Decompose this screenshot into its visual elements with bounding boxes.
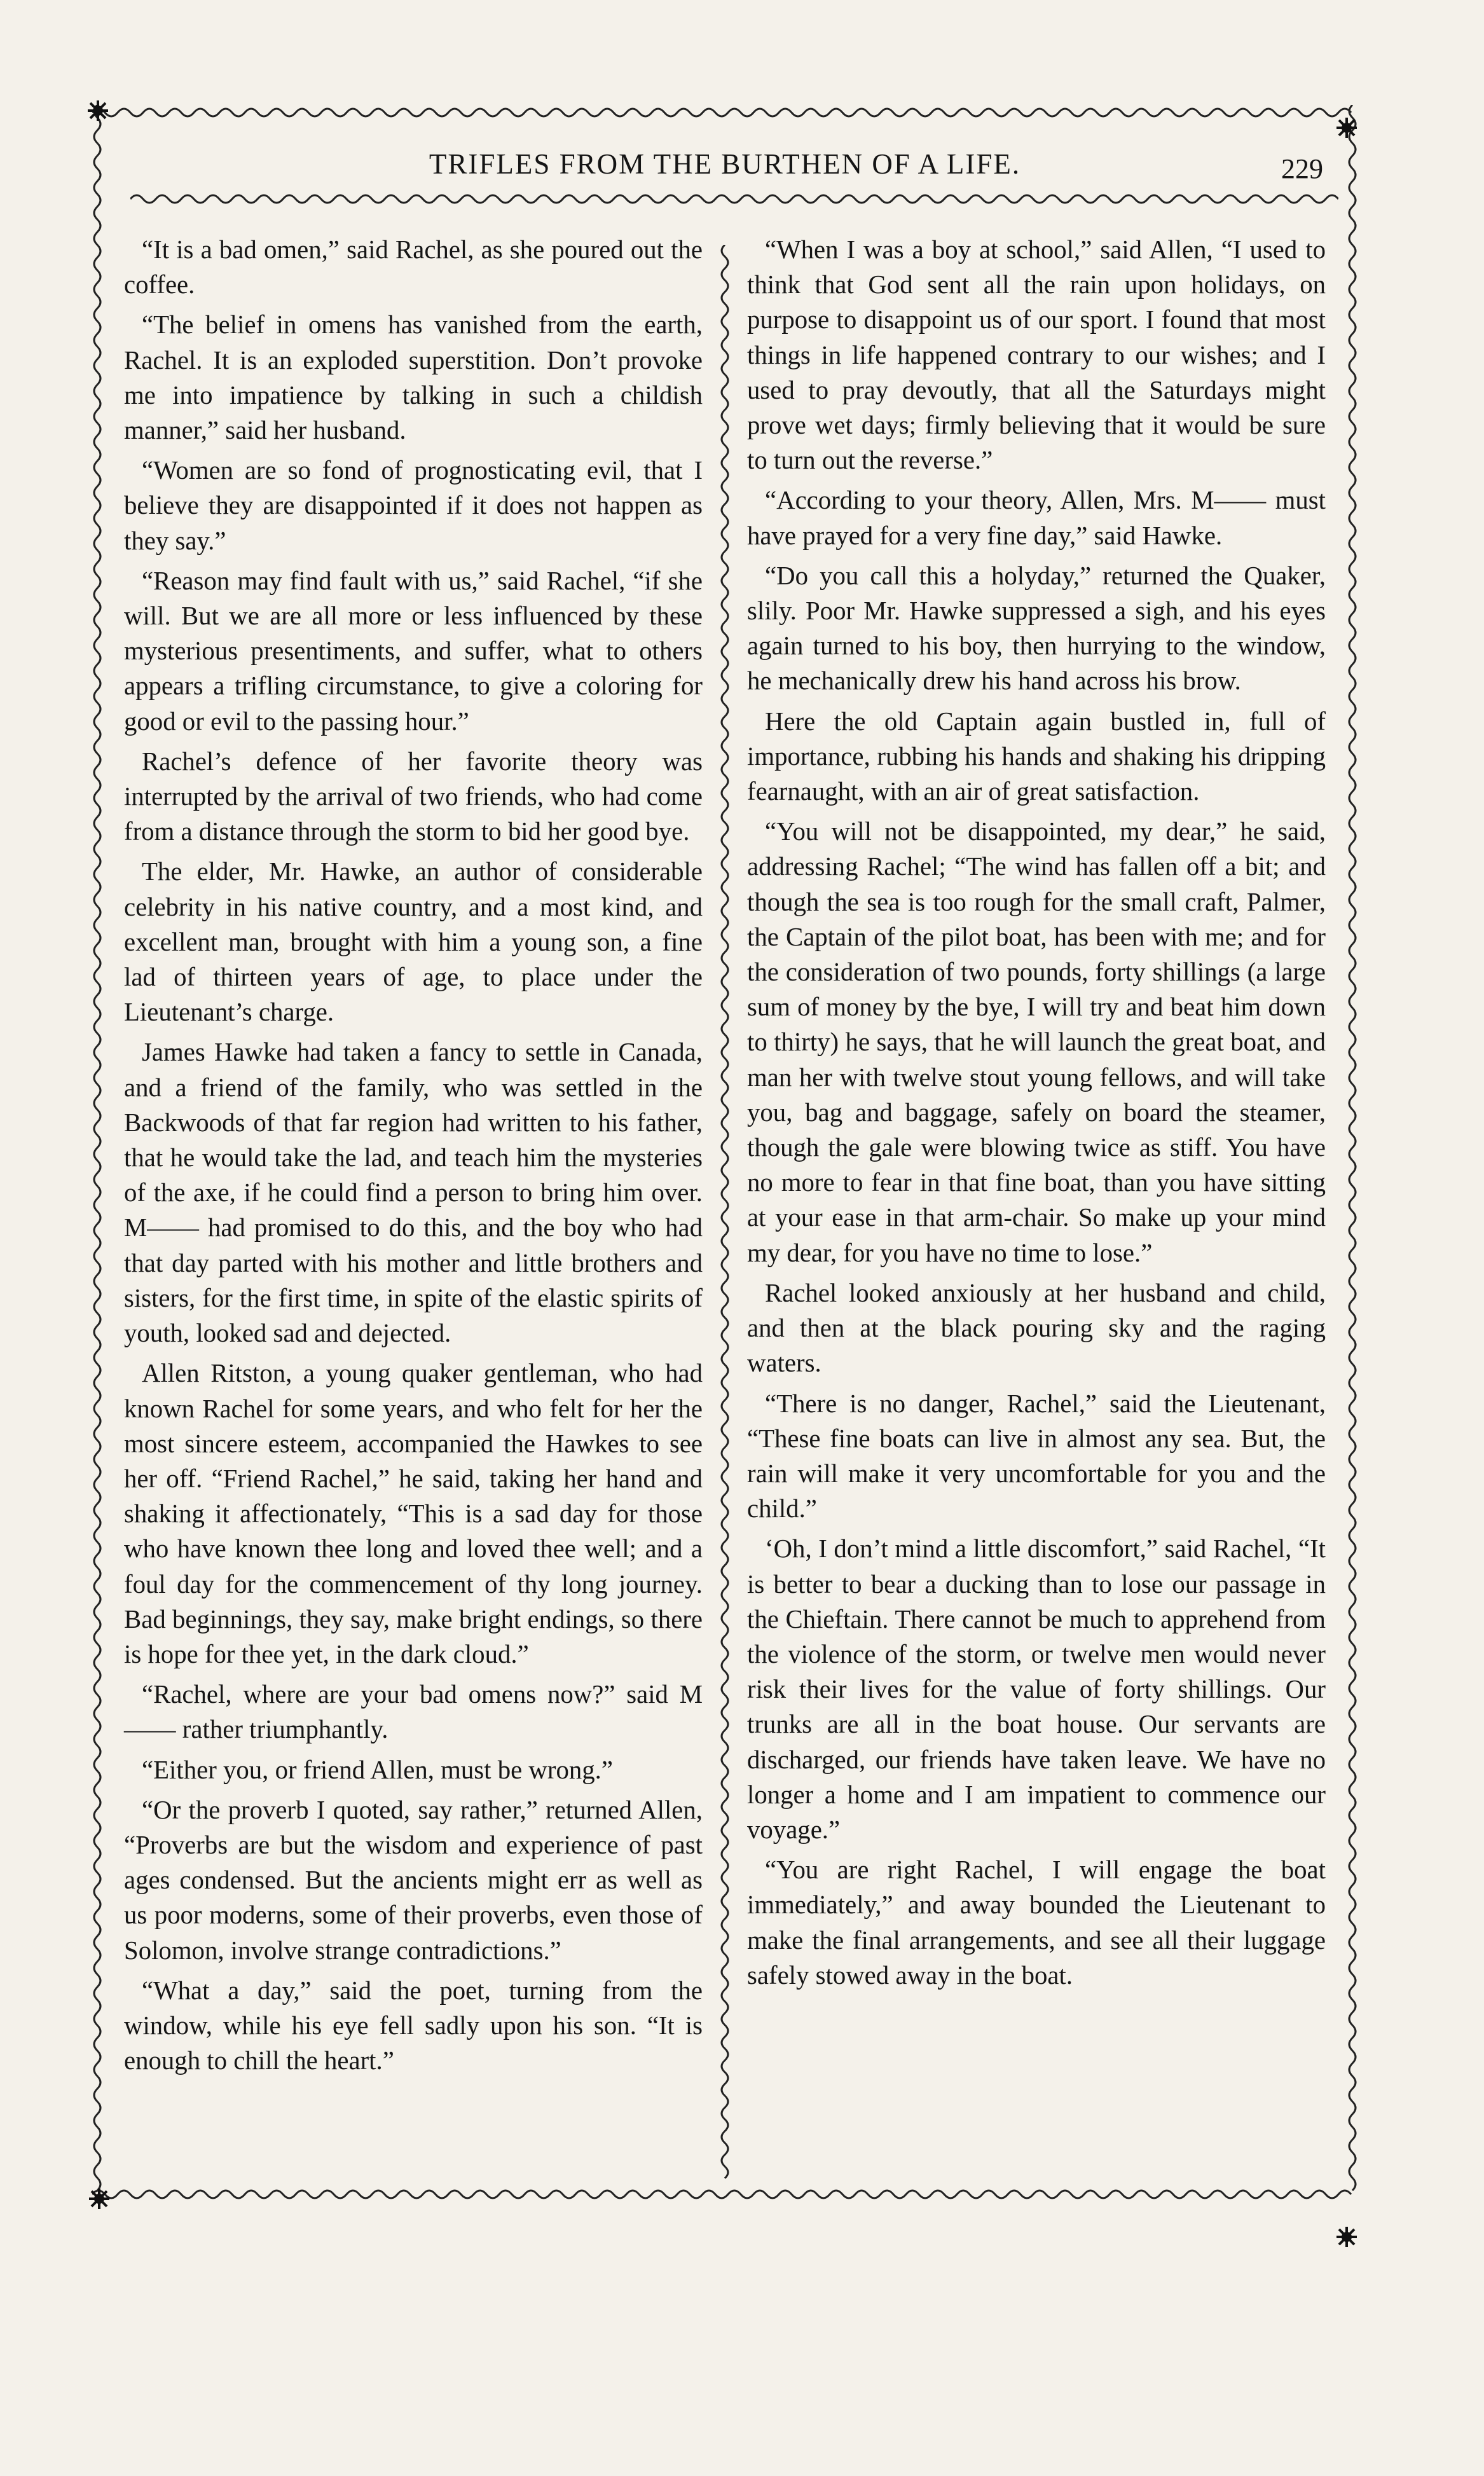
paragraph: “Reason may find fault with us,” said Rachel, “if she will. But we are all more or less influenced by these mysterious presentiments, and suffer, what to others appears a trifling circumstance, to give a coloring for good or evil to the passing hour.” xyxy=(124,566,703,736)
paragraph: “When I was a boy at school,” said Allen, “I used to think that God sent all the rain upon holidays, on purpose to disappoint us of our sport. I found that most things in life happened contrary to our wishes; and I used to pray devoutly, that all the Saturdays might prove wet days; firmly believing that it would be sure to turn out the reverse.” xyxy=(747,235,1326,475)
page-number: 229 xyxy=(1281,153,1323,184)
paragraph: “The belief in omens has vanished from the earth, Rachel. It is an exploded superstition. Don’t provoke me into impatience by talking in such a childish manner,” said her husband. xyxy=(124,310,703,445)
paragraph: “Women are so fond of prognosticating evil, that I believe they are disappointed if it does not happen as they say.” xyxy=(124,456,703,555)
header-wavy-rule xyxy=(130,188,1338,210)
paragraph: ‘Oh, I don’t mind a little discomfort,” said Rachel, “It is better to bear a ducking than to lose our passage in the Chieftain. There cannot be much to apprehend from the violence of the storm, or twelve men would never risk their lives for the value of forty shillings. Our trunks are all in the boat house. Our servants are discharged, our friends have taken leave. We have no longer a home and I am impatient to commence our voyage.” xyxy=(747,1534,1326,1844)
right-text-column xyxy=(747,232,1326,1993)
paragraph: “Rachel, where are your bad omens now?” said M—— rather triumphantly. xyxy=(124,1680,703,1744)
paragraph: “It is a bad omen,” said Rachel, as she poured out the coffee. xyxy=(124,235,703,299)
running-title: TRIFLES FROM THE BURTHEN OF A LIFE. xyxy=(429,148,1021,180)
column-divider-wavy-rule xyxy=(715,245,734,2184)
paragraph: The elder, Mr. Hawke, an author of considerable celebrity in his native country, and a most kind, and excellent man, brought with him a young son, a fine lad of thirteen years of age, to place under the Lieutenant’s charge. xyxy=(124,857,703,1027)
left-wavy-border xyxy=(88,105,107,2197)
top-wavy-border xyxy=(92,102,1357,123)
paragraph: “Or the proverb I quoted, say rather,” returned Allen, “Proverbs are but the wisdom and experience of past ages condensed. But the ancients might err as well as us poor moderns, some of their proverbs, even those of Solomon, involve strange contradictions.” xyxy=(124,1795,703,1965)
paragraph: Rachel’s defence of her favorite theory was interrupted by the arrival of two friends, who had come from a distance through the storm to bid her good bye. xyxy=(124,746,703,846)
paragraph: “You will not be disappointed, my dear,” he said, addressing Rachel; “The wind has fallen off a bit; and though the sea is too rough for the small craft, Palmer, the Captain of the pilot boat, has been with me; and for the consideration of two pounds, forty shillings (a large sum of money by the bye, I will try and beat him down to thirty) he says, that he will launch the great boat, and man her with twelve stout young fellows, and will take you, bag and baggage, safely on board the steamer, though the gale were blowing twice as stiff. You have no more to fear in that fine boat, than you have sitting at your ease in that arm-chair. So make up your mind my dear, for you have no time to lose.” xyxy=(747,817,1326,1267)
corner-ornament-icon xyxy=(86,99,109,122)
paragraph: “What a day,” said the poet, turning from the window, while his eye fell sadly upon his son. “It is enough to chill the heart.” xyxy=(124,1976,703,2075)
bottom-wavy-border xyxy=(92,2184,1357,2205)
paragraph: Rachel looked anxiously at her husband and child, and then at the black pouring sky and the raging waters. xyxy=(747,1278,1326,1378)
paragraph: “You are right Rachel, I will engage the boat immediately,” and away bounded the Lieutenant to make the final arrangements, and see all their luggage safely stowed away in the boat. xyxy=(747,1855,1326,1990)
corner-ornament-icon xyxy=(88,2187,111,2210)
paragraph: “According to your theory, Allen, Mrs. M—— must have prayed for a very fine day,” said Hawke. xyxy=(747,486,1326,550)
paragraph: “There is no danger, Rachel,” said the Lieutenant, “These fine boats can live in almost any sea. But, the rain will make it very uncomfortable for you and the child.” xyxy=(747,1389,1326,1523)
paragraph: Allen Ritston, a young quaker gentleman, who had known Rachel for some years, and who felt for her the most sincere esteem, accompanied the Hawkes to see her off. “Friend Rachel,” he said, taking her hand and shaking it affectionately, “This is a sad day for those who have known thee long and loved thee well; and a foul day for the commencement of thy long journey. Bad beginnings, they say, make bright endings, so there is hope for thee yet, in the dark cloud.” xyxy=(124,1359,703,1668)
corner-ornament-icon xyxy=(1335,2225,1358,2248)
paragraph: “Do you call this a holyday,” returned the Quaker, slily. Poor Mr. Hawke suppressed a sigh, and his eyes again turned to his boy, then hurrying to the window, he mechanically drew his hand across his brow. xyxy=(747,561,1326,696)
paragraph: “Either you, or friend Allen, must be wrong.” xyxy=(142,1755,613,1784)
corner-ornament-icon xyxy=(1335,116,1358,139)
right-wavy-border xyxy=(1343,105,1362,2197)
paragraph: Here the old Captain again bustled in, full of importance, rubbing his hands and shaking his dripping fearnaught, with an air of great satisfaction. xyxy=(747,706,1326,806)
left-text-column xyxy=(124,232,703,2078)
paragraph: James Hawke had taken a fancy to settle in Canada, and a friend of the family, who was settled in the Backwoods of that far region had written to his father, that he would take the lad, and teach him the mysteries of the axe, if he could find a person to bring him over. M—— had promised to do this, and the boy who had that day parted with his mother and little brothers and sisters, for the first time, in spite of the elastic spirits of youth, looked sad and dejected. xyxy=(124,1038,703,1348)
